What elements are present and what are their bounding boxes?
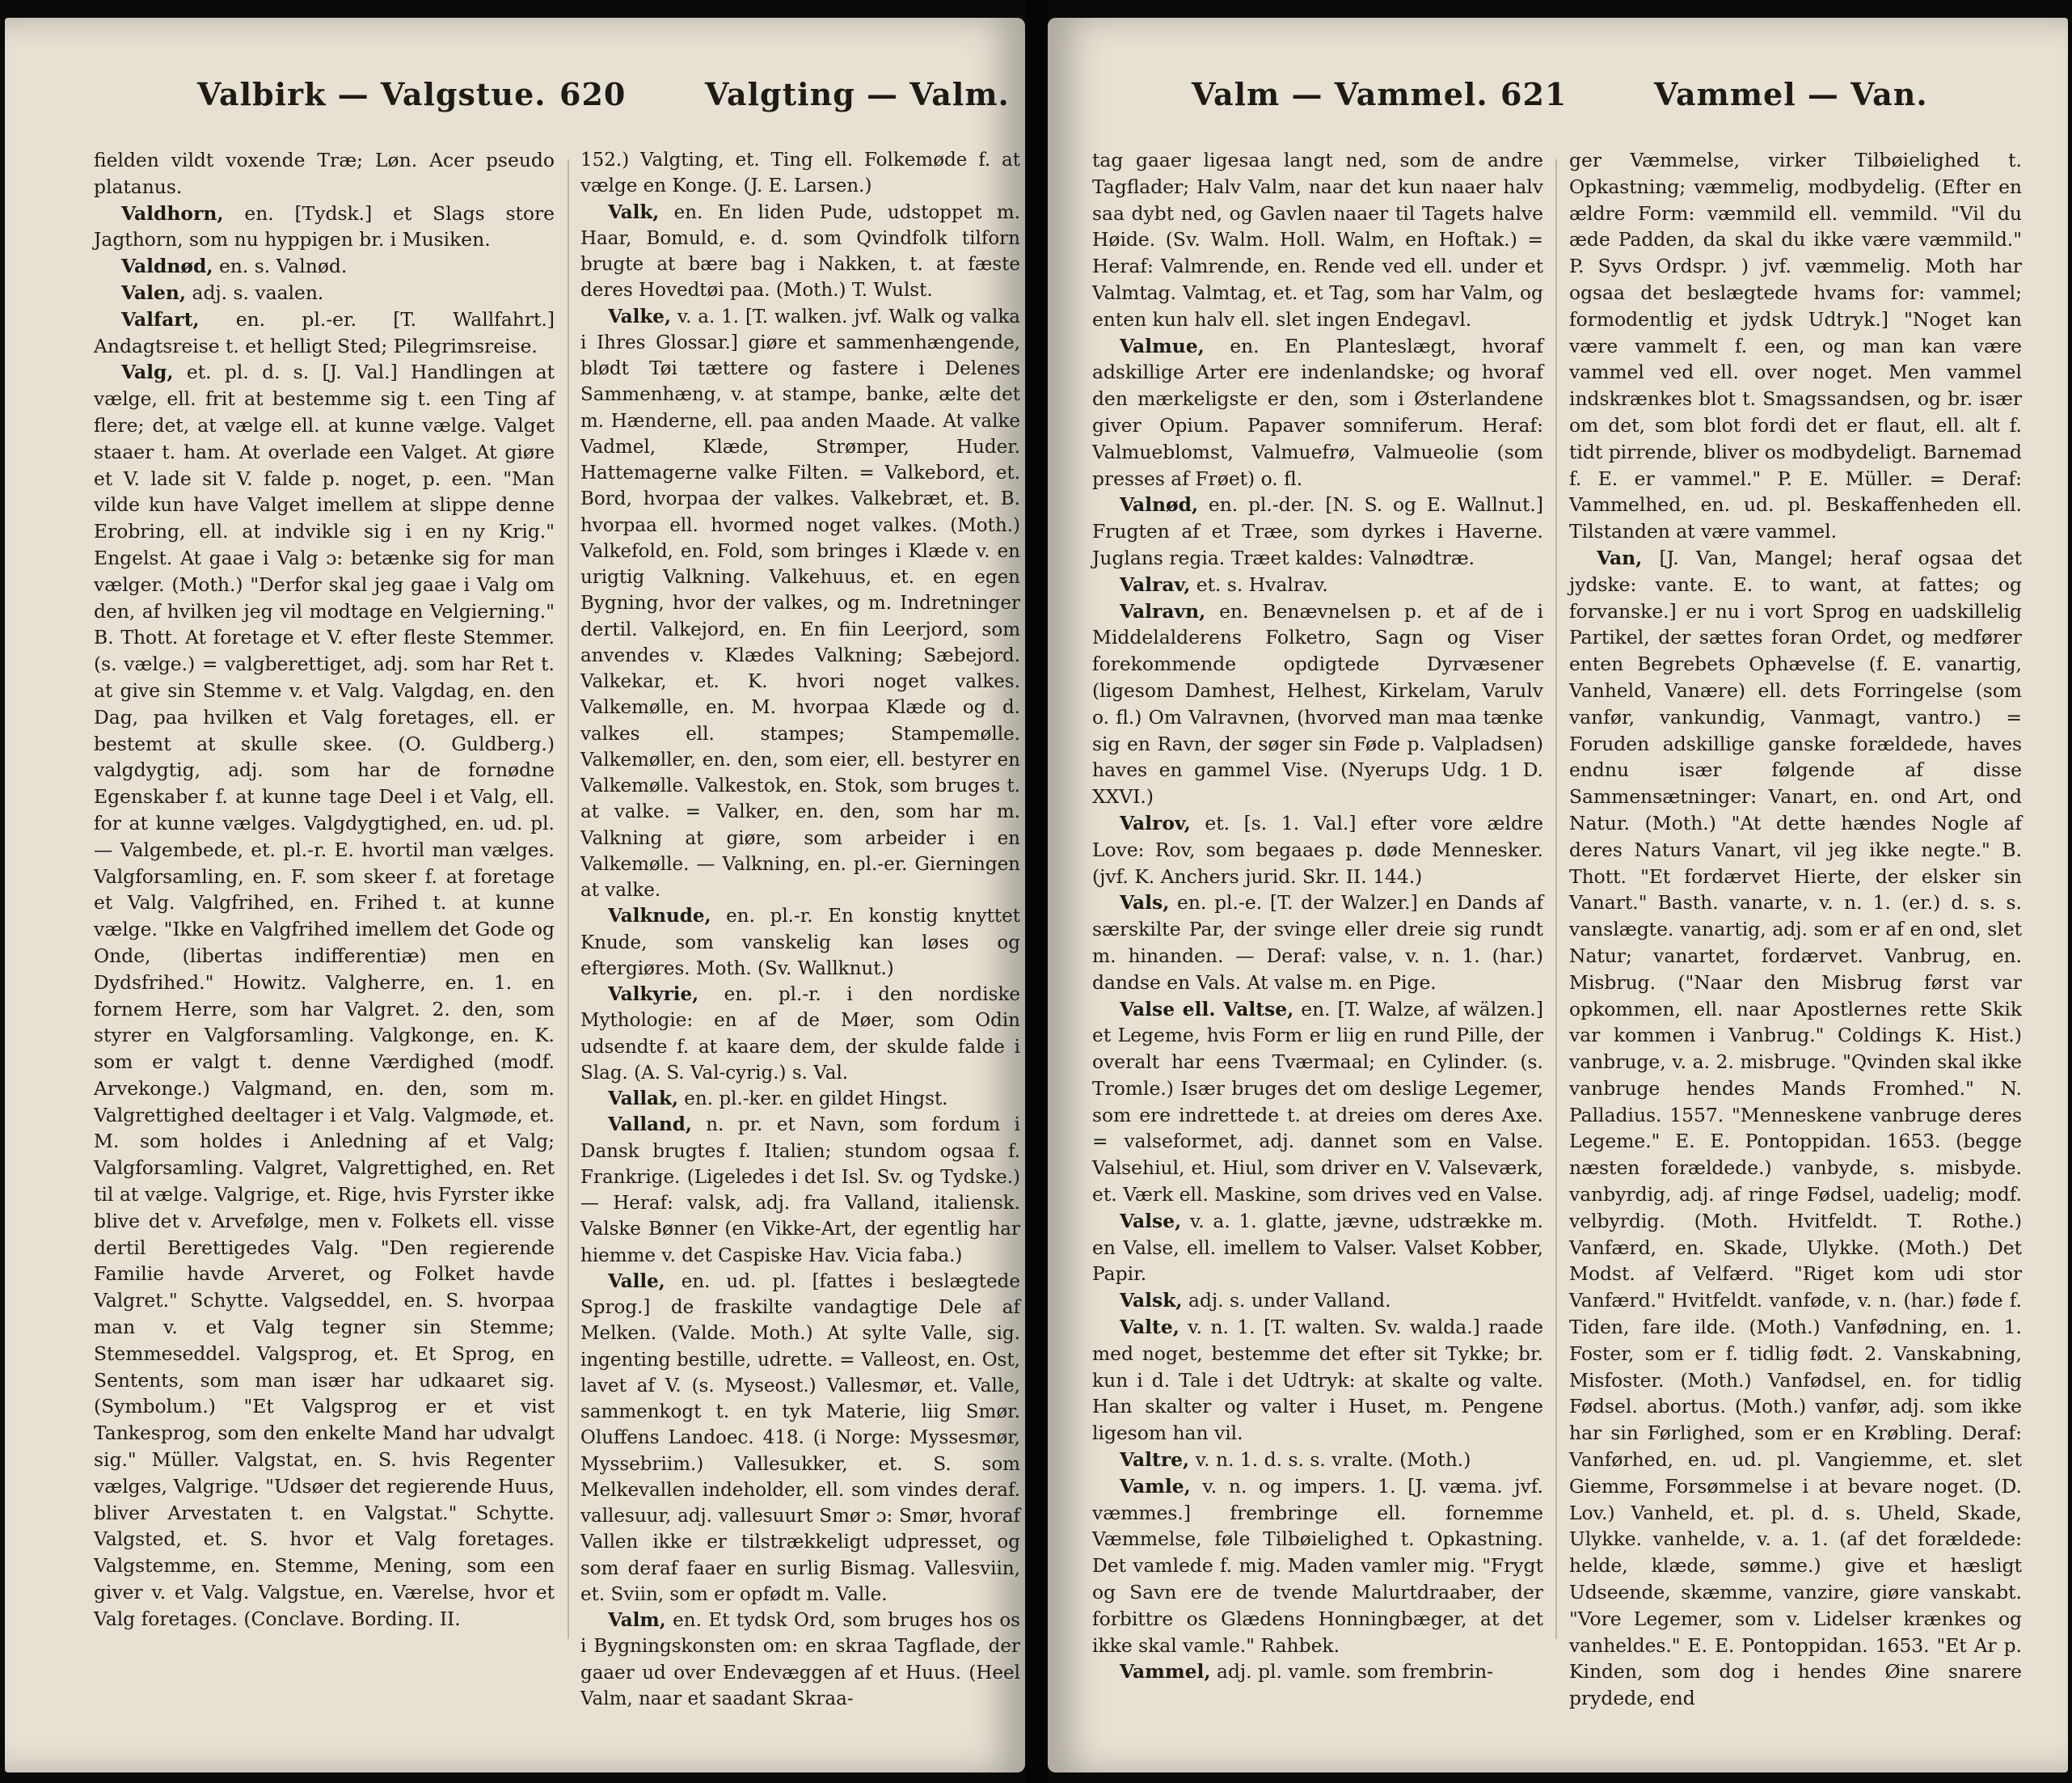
dictionary-entry [580,147,1020,200]
entry-headword: Valte, [1120,1316,1179,1339]
entry-definition: en. En Planteslægt, hvoraf adskillige Arter ere indenlandske; og hvoraf den mærkeligste er den, som i Østerlandene giver Opium. Papaver somniferum. Heraf: Valmueblomst, Valmuefrø, Valmueolie (som presses af Frøet) o. fl. [1092,334,1543,490]
dictionary-entry [580,1608,1020,1712]
entry-definition: v. a. 1. [T. walken. jvf. Walk og valka i Ihres Glossar.] giøre et sammenhængende, blødt Tøi tættere og fastere i Delenes Sammenhæng, v. at stampe, banke, ælte det m. Hænderne, ell. paa anden Maade. At valke Vadmel, Klæde, Strømper, Huder. Hattemagerne valke Filten. = Valkebord, et. Bord, hvorpaa der valkes. Valkebræt, et. B. hvorpaa ell. hvormed noget valkes. (Moth.) Valkefold, en. Fold, som bringes i Klæde v. en urigtig Valkning. Valkehuus, et. en egen Bygning, hvor der valkes, og m. Indretninger dertil. Valkejord, en. En fiin Leerjord, som anvendes v. Klædes Valkning; Sæbejord. Valkekar, et. K. hvori noget valkes. Valkemølle, en. M. hvorpaa Klæde og d. valkes ell. stampes; Stampemølle. Valkemøller, en. den, som eier, ell. bestyrer en Valkemølle. Valkestok, en. Stok, som bruges t. at valke. = Valker, en. den, som har m. Valkning at giøre, som arbeider i en Valkemølle. — Valkning, en. pl.-er. Gierningen at valke. [580,306,1020,901]
dictionary-entry [1092,572,1543,598]
entry-headword: Valnød, [1120,493,1199,517]
entry-headword: Vals, [1120,891,1170,915]
right-page-column-2 [1569,147,2022,1712]
dictionary-entry [1092,1473,1543,1659]
entry-headword: Valtre, [1120,1448,1190,1472]
entry-definition: ger Væmmelse, virker Tilbøielighed t. Opkastning; væmmelig, modbydelig. (Efter en ældre Form: væmmild ell. vemmild. "Vil du æde Padden, da skal du ikke være væmmild." P. Syvs Ordspr. ) jvf. væmmelig. Moth har ogsaa det beslægtede hvams for: vammel; formodentlig et jydsk Udtryk.] "Noget kan være vammelt f. een, og man kan være vammel ved ell. over noget. Men vammel indskrænkes blot t. Smagssandsen, og br. især om det, som blot fordi det er flaut, ell. alt f. tidt pirrende, bliver os modbydeligt. Barnemad f. E. er vammel." P. E. Müller. = Deraf: Vammelhed, en. ud. pl. Beskaffenheden ell. Tilstanden at være vammel. [1569,149,2022,543]
left-page-column-1 [94,147,555,1633]
dictionary-entry [580,1086,1020,1112]
entry-headword: Valland, [608,1113,692,1136]
left-page-column-2 [580,147,1020,1712]
entry-definition: n. pr. et Navn, som fordum i Dansk brugtes f. Italien; stundom ogsaa f. Frankrige. (Ligeledes i det Isl. Sv. og Tydske.) — Heraf: valsk, adj. fra Valland, italiensk. Valske Bønner (en Vikke-Art, der egentlig har hiemme v. det Caspiske Hav. Vicia faba.) [580,1114,1020,1266]
dictionary-entry [580,200,1020,304]
entry-headword: Valen, [121,281,187,304]
entry-definition: v. a. 1. glatte, jævne, udstrække m. en Valse, ell. imellem to Valser. Valset Kobber, Papir. [1092,1209,1543,1286]
entry-headword: Valravn, [1120,599,1206,623]
column-divider [568,159,569,1639]
book-gutter [1025,0,1048,1783]
entry-definition: en. ud. pl. [fattes i beslægtede Sprog.] de fraskilte vandagtige Dele af Melken. (Valde. Moth.) At sylte Valle, sig. ingenting bestille, udrette. = Valleost, en. Ost, lavet af V. (s. Myseost.) Vallesmør, et. Valle, sammenkogt t. en tyk Materie, liig Smør. Oluffens Landoec. 418. (i Norge: Myssesmør, Myssebriim.) Vallesukker, et. S. som Melkevallen indeholder, ell. som vindes deraf. vallesuur, adj. vallesuurt Smør ɔ: Smør, hvoraf Vallen ikke er tilstrækkeligt udpresset, og som deraf faaer en surlig Bismag. Vallesviin, et. Sviin, som er opfødt m. Valle. [580,1270,1020,1605]
left-page-header [5,76,1025,125]
entry-definition: adj. pl. vamle. som frembrin- [1210,1660,1494,1684]
dictionary-entry [94,201,555,254]
entry-headword: Van, [1597,546,1643,569]
left-page [5,18,1025,1772]
dictionary-entry [1092,996,1543,1208]
dictionary-entry [1092,1314,1543,1447]
dictionary-entry [1092,492,1543,571]
dictionary-entry [1092,333,1543,492]
entry-definition: en. Et tydsk Ord, som bruges hos os i Bygningskonsten om: en skraa Tagflade, der gaaer ud over Endevæggen af et Huus. (Heel Valm, naar et saadant Skraa- [580,1610,1020,1709]
right-page-header [1048,76,2068,125]
dictionary-entry [1092,598,1543,810]
entry-definition: [J. Van, Mangel; heraf ogsaa det jydske: vante. E. to want, at fattes; og forvanske.] er nu i vort Sprog en uadskillelig Partikel, der sættes foran Ordet, og medfører enten Begrebets Ophævelse (f. E. vanartig, Vanheld, Vanære) ell. dets Forringelse (som vanfør, vankundig, Vanmagt, vantro.) = Foruden adskillige ganske forældede, haves endnu især følgende af disse Sammensætninger: Vanart, en. ond Art, ond Natur. (Moth.) "At dette hændes Nogle af deres Naturs Vanart, vil jeg ikke negte." B. Thott. "Et fordærvet Hierte, der elsker sin Vanart." Basth. vanarte, v. n. 1. (er.) d. s. s. vanslægte. vanartig, adj. som er af en ond, slet Natur; vanartet, fordærvet. Vanbrug, en. Misbrug. ("Naar den Misbrug først var opkommen, ell. naar Apostlernes rette Skik var kommen i Vanbrug." Coldings K. Hist.) vanbruge, v. a. 2. misbruge. "Qvinden skal ikke vanbruge hendes Mands Fromhed." N. Palladius. 1557. "Menneskene vanbruge deres Legeme." E. E. Pontoppidan. 1653. (begge næsten forældede.) vanbyde, s. misbyde. vanbyrdig, adj. af ringe Fødsel, uadelig; modf. velbyrdig. (Moth. Hvitfeldt. T. Rothe.) Vanfærd, en. Skade, Ulykke. (Moth.) Det Modst. af Velfærd. "Riget kom udi stor Vanfærd." Hvitfeldt. vanføde, v. n. (har.) føde f. Tiden, fare ilde. (Moth.) Vanfødning, en. 1. Foster, som er f. tidlig født. 2. Vanskabning, Misfoster. (Moth.) Vanfødsel, en. for tidlig Fødsel. abortus. (Moth.) vanfør, adj. som ikke har sin Førlighed, som er en Krøbling. Deraf: Vanførhed, en. ud. pl. Vangiemme, et. slet Giemme, Forsømmelse i at bevare noget. (D. Lov.) Vanheld, et. pl. d. s. Uheld, Skade, Ulykke. vanhelde, v. a. 1. (af det forældede: helde, klæde, sømme.) give et hæsligt Udseende, skæmme, vanzire, giøre vanskabt. "Vore Legemer, som v. Lidelser krænkes og vanheldes." E. E. Pontoppidan. 1653. "Et Ar p. Kinden, som dog i hendes Øine snarere prydede, end [1569,546,2022,1710]
entry-definition: tag gaaer ligesaa langt ned, som de andre Tagflader; Halv Valm, naar det kun naaer halv saa dybt ned, og Gavlen naaer til Tagets halve Høide. (Sv. Walm. Holl. Walm, en Hoftak.) = Heraf: Valmrende, en. Rende ved ell. under et Valmtag. Valmtag, et. et Tag, som har Valm, og enten kun halv ell. slet ingen Endegavl. [1092,149,1543,331]
right-header-guideword-start: Valm — Vammel. [1192,76,1488,112]
entry-headword: Valrov, [1120,811,1191,834]
entry-definition: adj. s. vaalen. [186,281,324,304]
entry-headword: Valknude, [608,905,711,927]
entry-definition: en. En liden Pude, udstoppet m. Haar, Bomuld, e. d. som Qvindfolk tilforn brugte at bære bag i Nakken, t. at fæste deres Hovedtøi paa. (Moth.) T. Wulst. [580,201,1020,302]
entry-headword: Vallak, [608,1088,678,1109]
entry-definition: en. pl.-er. [T. Wallfahrt.] Andagtsreise t. et helligt Sted; Pilegrimsreise. [94,307,555,357]
left-header-guideword-start: Valbirk — Valgstue. [197,76,546,112]
entry-definition: v. n. og impers. 1. [J. væma. jvf. væmmes.] frembringe ell. fornemme Væmmelse, føle Tilbøielighed t. Opkastning. Det vamlede f. mig. Maden vamler mig. "Frygt og Savn ere de tvende Malurtdraaber, der forbittre os Glædens Honningbæger, at det ikke skal vamle." Rahbek. [1092,1474,1543,1657]
entry-definition: en. pl.-r. En konstig knyttet Knude, som vanskelig kan løses og eftergiøres. Moth. (Sv. Wallknut.) [580,906,1020,979]
entry-headword: Valle, [608,1270,665,1292]
dictionary-entry [580,1112,1020,1269]
dictionary-entry [1092,889,1543,995]
dictionary-entry [1092,1287,1543,1314]
entry-definition: et. [s. 1. Val.] efter vore ældre Love: Rov, som begaaes p. døde Mennesker. (jvf. K. Anchers jurid. Skr. II. 144.) [1092,811,1543,888]
dictionary-entry [580,982,1020,1086]
entry-definition: en. [Tydsk.] et Slags store Jagthorn, som nu hyppigen br. i Musiken. [94,201,555,251]
dictionary-entry [94,253,555,280]
entry-definition: en. pl.-e. [T. der Walzer.] en Dands af særskilte Par, der svinge eller dreie sig rundt m. hinanden. — Deraf: valse, v. n. 1. (har.) dandse en Vals. At valse m. en Pige. [1092,891,1543,994]
dictionary-entry [1092,1447,1543,1473]
entry-definition: 152.) Valgting, et. Ting ell. Folkemøde f. at vælge en Konge. (J. E. Larsen.) [580,150,1020,197]
right-header-guideword-end: Vammel — Van. [1654,76,1928,112]
entry-headword: Valm, [608,1609,666,1631]
entry-headword: Valrav, [1120,573,1191,596]
dictionary-entry [1092,1658,1543,1685]
right-page-column-1 [1092,147,1543,1685]
dictionary-entry [94,359,555,1632]
entry-definition: en. pl.-der. [N. S. og E. Wallnut.] Frugten af et Træe, som dyrkes i Haverne. Juglans regia. Træet kaldes: Valnødtræ. [1092,493,1543,569]
entry-headword: Vammel, [1120,1660,1211,1684]
entry-headword: Valse, [1120,1209,1182,1232]
left-header-guideword-end: Valgting — Valm. [705,76,1010,112]
entry-headword: Valfart, [121,307,200,331]
dictionary-entry [1092,147,1543,333]
dictionary-entry [580,1269,1020,1608]
right-page-number: 621 [1500,76,1568,112]
dictionary-entry [580,903,1020,982]
entry-headword: Valsk, [1120,1289,1183,1312]
entry-definition: en. pl.-r. i den nordiske Mythologie: en af de Møer, som Odin udsendte f. at kaare dem, der skulde falde i Slag. (A. S. Val-cyrig.) s. Val. [580,984,1020,1084]
dictionary-entry [1092,1208,1543,1287]
column-divider [1555,159,1557,1639]
entry-definition: adj. s. under Valland. [1182,1289,1391,1312]
entry-headword: Valkyrie, [608,983,699,1005]
entry-headword: Valg, [121,361,174,384]
entry-headword: Valke, [608,305,671,327]
dictionary-entry [94,306,555,360]
entry-definition: v. n. 1. [T. walten. Sv. walda.] raade med noget, bestemme det efter sit Tykke; br. kun i d. Tale i det Udtryk: at skalte og valte. Han skalter og valter i Huset, m. Pengene ligesom han vil. [1092,1316,1543,1445]
entry-headword: Valdhorn, [121,201,224,225]
dictionary-entry [1092,810,1543,889]
dictionary-entry [94,280,555,306]
entry-definition: en. [T. Walze, af wälzen.] et Legeme, hvis Form er liig en rund Pille, der overalt har eens Tværmaal; en Cylinder. (s. Tromle.) Især bruges det om deslige Legemer, som ere indrettede t. at dreies om deres Axe. = valseformet, adj. dannet som en Valse. Valsehiul, et. Hiul, som driver en V. Valseværk, et. Værk ell. Maskine, som drives ved en Valse. [1092,997,1543,1206]
dictionary-entry [1569,545,2022,1712]
entry-headword: Vamle, [1120,1474,1191,1498]
entry-definition: en. s. Valnød. [213,255,348,278]
dictionary-entry [1569,147,2022,545]
left-page-number: 620 [559,76,627,112]
entry-definition: en. pl.-ker. en gildet Hingst. [677,1088,948,1109]
entry-definition: fielden vildt voxende Træ; Løn. Acer pseudo platanus. [94,149,555,198]
entry-definition: et. pl. d. s. [J. Val.] Handlingen at vælge, ell. frit at bestemme sig t. een Ting af flere; det, at vælge ell. at kunne vælge. Valget staaer t. ham. At overlade een Valget. At giøre et V. lade sit V. falde p. noget, p. een. "Man vilde kun have Valget imellem at slippe denne Erobring, ell. at indvikle sig i en ny Krig." Engelst. At gaae i Valg ɔ: betænke sig for man vælger. (Moth.) "Derfor skal jeg gaae i Valg om den, af hvilken jeg vil modtage en Velgierning." B. Thott. At foretage et V. efter fleste Stemmer. (s. vælge.) = valgberettiget, adj. som har Ret t. at give sin Stemme v. et Valg. Valgdag, en. den Dag, paa hvilken et Valg foretages, ell. er bestemt at skulle skee. (O. Guldberg.) valgdygtig, adj. som har de fornødne Egenskaber f. at kunne tage Deel i et Valg, ell. for at kunne vælges. Valgdygtighed, en. ud. pl. — Valgembede, et. pl.-r. E. hvortil man vælges. Valgforsamling, en. F. som skeer f. at foretage et Valg. Valgfrihed, en. Frihed t. at kunne vælge. "Ikke en Valgfrihed imellem det Gode og Onde, (libertas indifferentiæ) men en Dydsfrihed." Howitz. Valgherre, en. 1. en fornem Herre, som har Valgret. 2. den, som styrer en Valgforsamling. Valgkonge, en. K. som er valgt t. denne Værdighed (modf. Arvekonge.) Valgmand, en. den, som m. Valgrettighed deeltager i et Valg. Valgmøde, et. M. som holdes i Anledning af et Valg; Valgforsamling. Valgret, Valgrettighed, en. Ret til at vælge. Valgrige, et. Rige, hvis Fyrster ikke blive det v. Arvefølge, men v. Folkets ell. visse dertil Berettigedes Valg. "Den regierende Familie havde Arveret, og Folket havde Valgret." Schytte. Valgseddel, en. S. hvorpaa man v. et Valg tegner sin Stemme; Stemmeseddel. Valgsprog, et. Et Sprog, en Sentents, som man især har udkaaret sig. (Symbolum.) "Et Valgsprog er et vist Tankesprog, som den enkelte Mand har udvalgt sig." Müller. Valgstat, en. S. hvis Regenter vælges, Valgrige. "Udsøer det regierende Huus, bliver Arvestaten t. en Valgstat." Schytte. Valgsted, et. S. hvor et Valg foretages. Valgstemme, en. Stemme, Mening, som een giver v. et Valg. Valgstue, en. Værelse, hvor et Valg foretages. (Conclave. Bording. II. [94,361,555,1630]
entry-headword: Valmue, [1120,334,1205,357]
entry-headword: Valk, [608,201,660,223]
entry-headword: Valdnød, [121,255,213,278]
right-page [1048,18,2068,1772]
entry-definition: en. Benævnelsen p. et af de i Middelalderens Folketro, Sagn og Viser forekommende opdigtede Dyrvæsener (ligesom Damhest, Helhest, Kirkelam, Varulv o. fl.) Om Valravnen, (hvorved man maa tænke sig en Ravn, der søger sin Føde p. Valpladsen) haves en gammel Vise. (Nyerups Udg. 1 D. XXVI.) [1092,599,1543,809]
entry-headword: Valse ell. Valtse, [1120,997,1294,1020]
entry-definition: et. s. Hvalrav. [1190,573,1328,596]
dictionary-entry [94,147,555,201]
entry-definition: v. n. 1. d. s. s. vralte. (Moth.) [1189,1448,1471,1472]
dictionary-entry [580,304,1020,904]
